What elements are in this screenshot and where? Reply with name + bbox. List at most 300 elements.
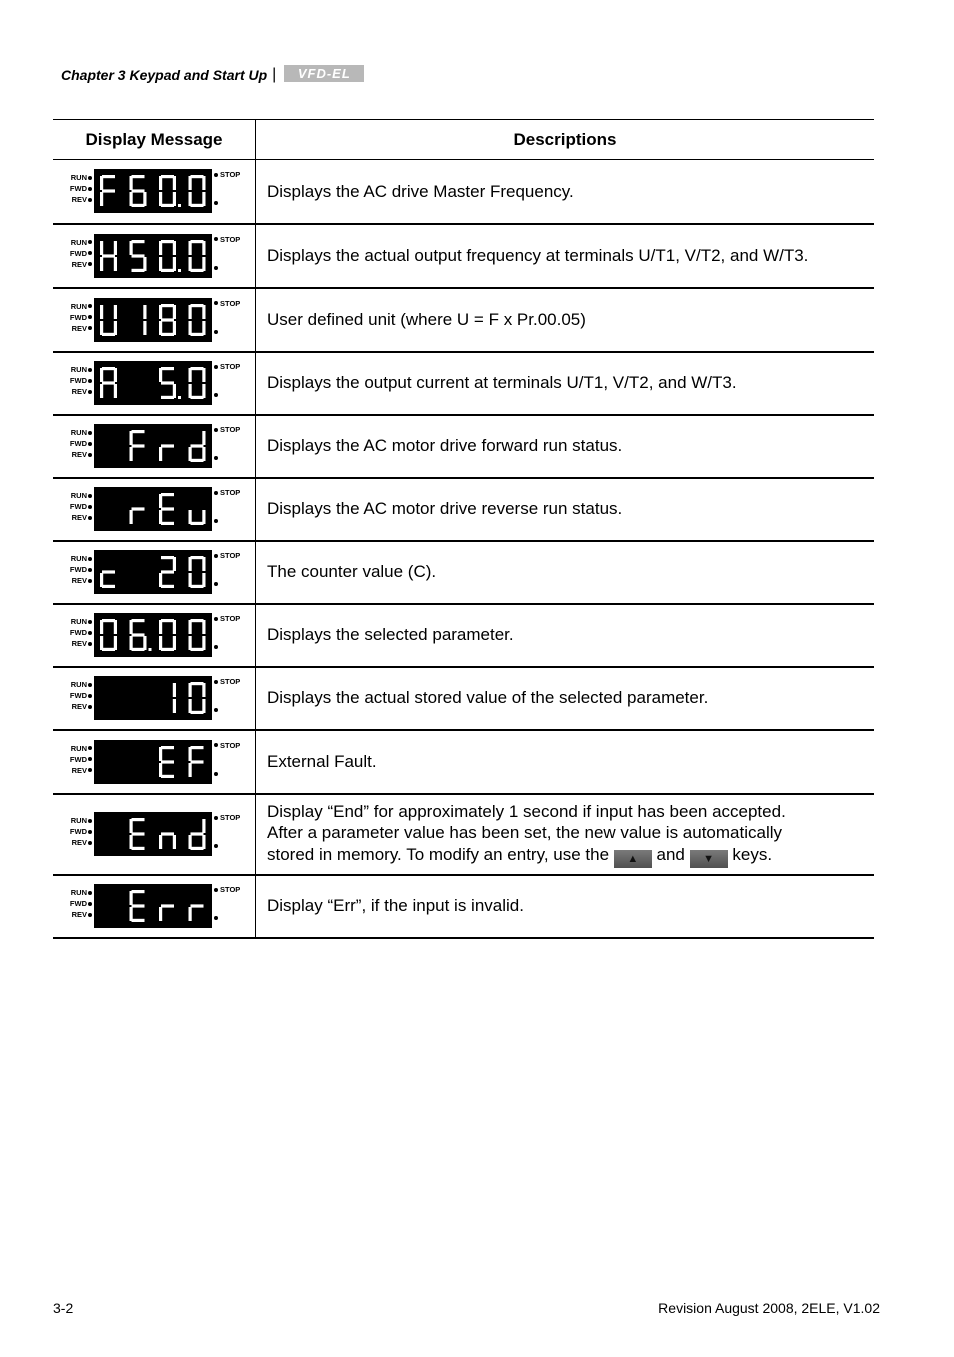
segment-g xyxy=(132,254,145,257)
run-label: RUN xyxy=(70,428,87,437)
description-cell xyxy=(256,160,875,224)
stop-label: STOP xyxy=(220,885,241,894)
segment-d xyxy=(191,847,204,850)
segment-a xyxy=(191,175,204,178)
segment-g xyxy=(102,570,115,573)
up-arrow-key-icon: ▲ xyxy=(614,850,652,868)
segment-g xyxy=(161,832,174,835)
rev-led-icon xyxy=(88,705,92,709)
segment-e xyxy=(159,447,162,461)
segment-f xyxy=(189,683,192,697)
stop-led-icon xyxy=(214,301,218,305)
segment-f xyxy=(130,176,133,190)
display-message-cell xyxy=(53,541,256,604)
stop-label: STOP xyxy=(220,425,241,434)
segment-f xyxy=(100,241,103,255)
segment-c xyxy=(143,321,146,335)
keypad-display xyxy=(64,809,254,859)
segment-d xyxy=(191,648,204,651)
segment-f xyxy=(130,620,133,634)
description-cell xyxy=(256,604,875,667)
stop-indicator xyxy=(214,741,240,750)
segment-b xyxy=(202,819,205,833)
aux-led-icon xyxy=(214,708,218,712)
fwd-label: FWD xyxy=(69,691,87,700)
segment-g xyxy=(132,832,145,835)
description-cell xyxy=(256,794,875,875)
status-leds xyxy=(64,364,92,397)
table-row xyxy=(53,730,874,794)
table-header-row xyxy=(53,120,874,160)
description-text: Displays the output current at terminals U/T1, V/T2, and W/T3. xyxy=(267,373,737,393)
stop-led-icon xyxy=(214,491,218,495)
decimal-point xyxy=(178,269,181,272)
aux-led-icon xyxy=(214,645,218,649)
segment-a xyxy=(161,619,174,622)
segment-a xyxy=(191,556,204,559)
segment-a xyxy=(161,175,174,178)
rev-led-icon xyxy=(88,198,92,202)
table-row xyxy=(53,288,874,352)
status-leds xyxy=(64,553,92,586)
segment-e xyxy=(100,192,103,206)
status-leds xyxy=(64,887,92,920)
seven-segment-screen xyxy=(94,550,212,594)
segment-e xyxy=(189,699,192,713)
table-row xyxy=(53,667,874,730)
fwd-led-icon xyxy=(88,442,92,446)
stop-indicator xyxy=(214,235,240,244)
description-cell xyxy=(256,288,875,352)
fwd-label: FWD xyxy=(69,376,87,385)
segment-e xyxy=(130,447,133,461)
segment-c xyxy=(173,699,176,713)
segment-f xyxy=(159,176,162,190)
keypad-display xyxy=(64,610,254,660)
stop-indicator xyxy=(214,813,240,822)
run-led-icon xyxy=(88,557,92,561)
run-label: RUN xyxy=(70,554,87,563)
aux-led-icon xyxy=(214,201,218,205)
run-led-icon xyxy=(88,368,92,372)
run-label: RUN xyxy=(70,301,87,311)
stop-indicator xyxy=(214,425,240,434)
segment-f xyxy=(159,494,162,508)
segment-g xyxy=(161,444,174,447)
segment-d xyxy=(191,396,204,399)
segment-a xyxy=(132,430,145,433)
segment-f xyxy=(189,620,192,634)
segment-a xyxy=(191,367,204,370)
seven-segment-screen xyxy=(94,613,212,657)
rev-led-icon xyxy=(88,841,92,845)
segment-d xyxy=(191,268,204,271)
run-led-icon xyxy=(88,240,92,244)
segment-a xyxy=(161,367,174,370)
aux-led-icon xyxy=(214,916,218,920)
fwd-label: FWD xyxy=(69,565,87,574)
segment-b xyxy=(202,305,205,319)
seven-segment-screen xyxy=(94,298,212,342)
segment-b xyxy=(173,557,176,571)
seven-segment-screen xyxy=(94,676,212,720)
segment-f xyxy=(189,305,192,319)
display-message-cell xyxy=(53,794,256,875)
segment-d xyxy=(191,204,204,207)
segment-d xyxy=(102,648,115,651)
aux-led-icon xyxy=(214,772,218,776)
segment-b xyxy=(202,683,205,697)
segment-a xyxy=(132,890,145,893)
stop-indicator xyxy=(214,614,240,623)
segment-g xyxy=(161,904,174,907)
segment-c xyxy=(173,835,176,849)
fwd-label: FWD xyxy=(69,899,87,908)
stop-led-icon xyxy=(214,365,218,369)
stop-indicator xyxy=(214,677,240,686)
segment-b xyxy=(114,241,117,255)
segment-b xyxy=(143,305,146,319)
fwd-label: FWD xyxy=(69,502,87,511)
aux-led-icon xyxy=(214,393,218,397)
segment-f xyxy=(159,368,162,382)
fwd-label: FWD xyxy=(69,439,87,448)
run-led-icon xyxy=(88,176,92,180)
seven-segment-screen xyxy=(94,487,212,531)
description-cell xyxy=(256,875,875,938)
status-leds xyxy=(64,427,92,460)
segment-d xyxy=(161,585,174,588)
page-header xyxy=(61,66,364,84)
stop-indicator xyxy=(214,885,240,894)
header-descriptions: Descriptions xyxy=(256,120,875,160)
fwd-led-icon xyxy=(88,315,92,319)
stop-label: STOP xyxy=(220,677,241,686)
segment-a xyxy=(161,240,174,243)
stop-indicator xyxy=(214,488,240,497)
display-message-cell xyxy=(53,160,256,224)
rev-label: REV xyxy=(71,323,87,333)
decimal-point xyxy=(149,648,152,651)
segment-f xyxy=(159,747,162,761)
segment-b xyxy=(202,620,205,634)
segment-e xyxy=(189,192,192,206)
description-text: Displays the actual output frequency at terminals U/T1, V/T2, and W/T3. xyxy=(267,245,809,265)
segment-e xyxy=(159,907,162,921)
segment-d xyxy=(161,332,174,335)
run-led-icon xyxy=(88,304,92,308)
segment-d xyxy=(132,204,145,207)
rev-led-icon xyxy=(88,768,92,772)
segment-e xyxy=(159,192,162,206)
stop-label: STOP xyxy=(220,813,241,822)
stop-label: STOP xyxy=(220,551,241,560)
segment-a xyxy=(161,746,174,749)
segment-e xyxy=(189,384,192,398)
rev-label: REV xyxy=(71,387,87,396)
segment-d xyxy=(132,847,145,850)
status-leds xyxy=(64,815,92,848)
segment-e xyxy=(100,636,103,650)
keypad-display xyxy=(64,231,254,281)
stop-label: STOP xyxy=(220,614,241,623)
segment-c xyxy=(202,510,205,524)
segment-d xyxy=(191,522,204,525)
fwd-led-icon xyxy=(88,757,92,761)
segment-g xyxy=(161,507,174,510)
stop-label: STOP xyxy=(220,362,241,371)
run-label: RUN xyxy=(70,888,87,897)
segment-g xyxy=(102,190,115,193)
keypad-display xyxy=(64,547,254,597)
and-text: and xyxy=(656,844,685,864)
run-led-icon xyxy=(88,431,92,435)
keypad-display xyxy=(64,295,254,345)
aux-led-icon xyxy=(214,519,218,523)
rev-led-icon xyxy=(88,262,92,266)
description-text: Display “Err”, if the input is invalid. xyxy=(267,896,524,916)
segment-f xyxy=(100,368,103,382)
segment-g xyxy=(191,904,204,907)
run-led-icon xyxy=(88,891,92,895)
description-line: stored in memory. To modify an entry, use the xyxy=(267,844,610,864)
down-arrow-key-icon: ▼ xyxy=(690,850,728,868)
display-message-table xyxy=(53,119,874,939)
status-leds xyxy=(64,237,92,270)
segment-e xyxy=(100,257,103,271)
segment-b xyxy=(202,241,205,255)
segment-e xyxy=(189,907,192,921)
run-label: RUN xyxy=(70,365,87,374)
segment-b xyxy=(173,620,176,634)
rev-label: REV xyxy=(71,910,87,919)
stop-label: STOP xyxy=(220,298,241,308)
display-message-cell xyxy=(53,604,256,667)
segment-e xyxy=(159,321,162,335)
segment-d xyxy=(161,204,174,207)
segment-a xyxy=(161,556,174,559)
segment-g xyxy=(132,633,145,636)
fwd-led-icon xyxy=(88,902,92,906)
rev-led-icon xyxy=(88,579,92,583)
stop-led-icon xyxy=(214,173,218,177)
keypad-display xyxy=(64,421,254,471)
status-leds xyxy=(64,301,92,334)
segment-a xyxy=(102,175,115,178)
segment-e xyxy=(159,257,162,271)
segment-g xyxy=(161,381,174,384)
segment-b xyxy=(114,620,117,634)
description-text: Displays the actual stored value of the selected parameter. xyxy=(267,688,709,708)
segment-d xyxy=(132,648,145,651)
run-label: RUN xyxy=(70,617,87,626)
segment-c xyxy=(143,192,146,206)
decimal-point xyxy=(178,204,181,207)
seven-segment-screen xyxy=(94,234,212,278)
stop-indicator xyxy=(214,170,240,179)
description-text: User defined unit (where U = F x Pr.00.05) xyxy=(267,309,586,329)
segment-g xyxy=(191,444,204,447)
aux-led-icon xyxy=(214,456,218,460)
stop-label: STOP xyxy=(220,488,241,497)
segment-d xyxy=(161,648,174,651)
segment-f xyxy=(100,176,103,190)
fwd-led-icon xyxy=(88,694,92,698)
fwd-label: FWD xyxy=(69,754,87,764)
rev-label: REV xyxy=(71,450,87,459)
run-led-icon xyxy=(88,683,92,687)
table-row xyxy=(53,794,874,875)
description-cell xyxy=(256,541,875,604)
segment-a xyxy=(102,619,115,622)
rev-led-icon xyxy=(88,913,92,917)
description-cell xyxy=(256,224,875,288)
segment-g xyxy=(161,570,174,573)
description-text: Displays the AC motor drive forward run status. xyxy=(267,436,623,456)
segment-f xyxy=(189,176,192,190)
segment-g xyxy=(132,444,145,447)
rev-label: REV xyxy=(71,259,87,269)
display-message-cell xyxy=(53,730,256,794)
run-label: RUN xyxy=(70,680,87,689)
segment-d xyxy=(102,585,115,588)
segment-e xyxy=(189,321,192,335)
description-cell xyxy=(256,667,875,730)
segment-b xyxy=(114,305,117,319)
segment-g xyxy=(132,507,145,510)
rev-label: REV xyxy=(71,765,87,775)
segment-c xyxy=(114,257,117,271)
aux-led-icon xyxy=(214,582,218,586)
segment-a xyxy=(191,240,204,243)
stop-led-icon xyxy=(214,743,218,747)
stop-indicator xyxy=(214,299,240,308)
status-leds xyxy=(64,490,92,523)
segment-e xyxy=(100,321,103,335)
rev-led-icon xyxy=(88,516,92,520)
segment-a xyxy=(161,493,174,496)
description-cell xyxy=(256,352,875,415)
segment-a xyxy=(132,175,145,178)
segment-d xyxy=(191,332,204,335)
status-leds xyxy=(64,616,92,649)
segment-e xyxy=(159,636,162,650)
display-message-cell xyxy=(53,478,256,541)
display-message-cell xyxy=(53,352,256,415)
keypad-display xyxy=(64,166,254,216)
aux-led-icon xyxy=(214,330,218,334)
display-message-cell xyxy=(53,224,256,288)
display-message-cell xyxy=(53,288,256,352)
table-row xyxy=(53,352,874,415)
segment-g xyxy=(191,760,204,763)
status-leds xyxy=(64,679,92,712)
segment-b xyxy=(173,176,176,190)
segment-a xyxy=(132,619,145,622)
segment-d xyxy=(161,774,174,777)
segment-b xyxy=(202,368,205,382)
segment-a xyxy=(132,818,145,821)
segment-f xyxy=(159,241,162,255)
run-label: RUN xyxy=(70,491,87,500)
segment-d xyxy=(161,268,174,271)
seven-segment-screen xyxy=(94,169,212,213)
fwd-label: FWD xyxy=(69,248,87,258)
segment-d xyxy=(102,332,115,335)
segment-a xyxy=(102,367,115,370)
stop-indicator xyxy=(214,362,240,371)
stop-led-icon xyxy=(214,554,218,558)
header-display-message: Display Message xyxy=(53,120,256,160)
segment-d xyxy=(191,459,204,462)
table-row xyxy=(53,541,874,604)
rev-label: REV xyxy=(71,702,87,711)
stop-label: STOP xyxy=(220,740,241,750)
description-line: Display “End” for approximately 1 second if input has been accepted. xyxy=(267,801,786,821)
segment-d xyxy=(161,522,174,525)
description-text: Displays the AC drive Master Frequency. xyxy=(267,181,574,201)
segment-b xyxy=(202,557,205,571)
run-label: RUN xyxy=(70,743,87,753)
aux-led-icon xyxy=(214,266,218,270)
description-cell xyxy=(256,478,875,541)
description-cell xyxy=(256,730,875,794)
segment-b xyxy=(114,368,117,382)
segment-f xyxy=(189,368,192,382)
display-message-cell xyxy=(53,875,256,938)
stop-led-icon xyxy=(214,816,218,820)
segment-e xyxy=(189,257,192,271)
aux-led-icon xyxy=(214,844,218,848)
fwd-led-icon xyxy=(88,251,92,255)
segment-f xyxy=(130,241,133,255)
segment-b xyxy=(173,241,176,255)
segment-e xyxy=(189,763,192,777)
run-label: RUN xyxy=(70,816,87,825)
segment-f xyxy=(100,620,103,634)
segment-a xyxy=(191,682,204,685)
rev-label: REV xyxy=(71,576,87,585)
stop-led-icon xyxy=(214,888,218,892)
fwd-label: FWD xyxy=(69,312,87,322)
segment-g xyxy=(132,190,145,193)
segment-a xyxy=(191,619,204,622)
segment-a xyxy=(161,304,174,307)
segment-c xyxy=(143,636,146,650)
segment-g xyxy=(161,318,174,321)
segment-d xyxy=(132,268,145,271)
segment-b xyxy=(173,305,176,319)
table-row xyxy=(53,415,874,478)
chapter-title: Chapter 3 Keypad and Start Up xyxy=(61,67,268,83)
fwd-led-icon xyxy=(88,379,92,383)
seven-segment-screen xyxy=(94,740,212,784)
segment-f xyxy=(100,305,103,319)
segment-e xyxy=(130,510,133,524)
stop-led-icon xyxy=(214,428,218,432)
segment-g xyxy=(102,381,115,384)
stop-indicator xyxy=(214,551,240,560)
segment-f xyxy=(130,431,133,445)
segment-g xyxy=(161,760,174,763)
table-row xyxy=(53,478,874,541)
seven-segment-screen xyxy=(94,361,212,405)
table-row xyxy=(53,604,874,667)
vfd-el-logo: VFD-EL xyxy=(284,65,364,82)
seven-segment-screen xyxy=(94,884,212,928)
decimal-point xyxy=(178,396,181,399)
status-leds xyxy=(64,743,92,776)
